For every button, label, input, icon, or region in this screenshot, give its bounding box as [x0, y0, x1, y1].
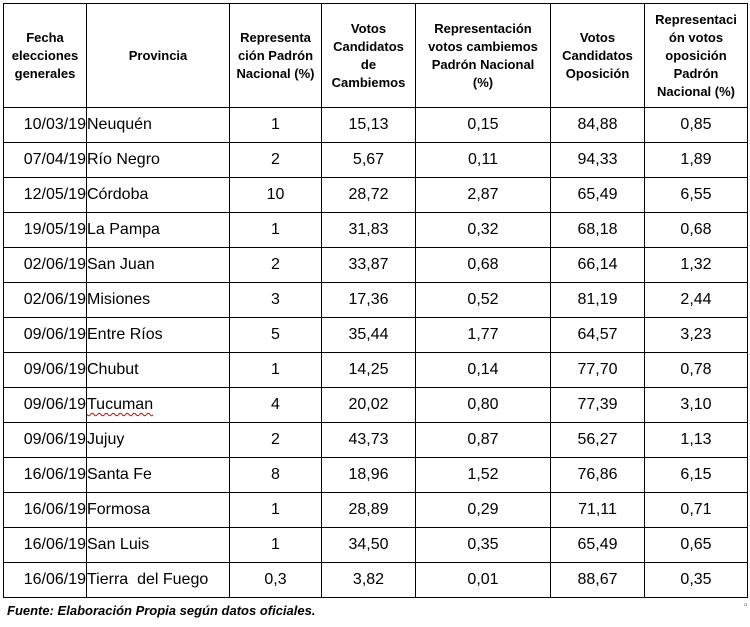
cell-provincia: [87, 353, 230, 388]
cell-rep-oposicion-text: 0,65: [680, 536, 712, 553]
cell-rep-padron-text: 1: [271, 501, 280, 518]
cell-fecha-text: 16/06/19: [23, 466, 86, 483]
cell-rep-padron-text: 4: [271, 396, 280, 413]
cell-provincia-text: Tucuman: [87, 396, 154, 413]
cell-rep-padron: [230, 108, 322, 143]
cell-provincia-text: Jujuy: [87, 431, 125, 448]
cell-votos-cambiemos-text: 28,72: [348, 186, 389, 203]
cell-votos-oposicion-text: 76,86: [577, 466, 618, 483]
cell-rep-cambiemos-text: 0,01: [467, 571, 499, 588]
cell-rep-padron: [230, 563, 322, 598]
cell-fecha: [4, 458, 87, 493]
cell-votos-cambiemos-text: 3,82: [352, 571, 385, 588]
cell-provincia: [87, 423, 230, 458]
cell-votos-cambiemos-text: 31,83: [348, 221, 389, 238]
cell-fecha: [4, 143, 87, 178]
cell-rep-oposicion: [645, 423, 748, 458]
cell-provincia-text: San Juan: [87, 256, 155, 273]
cell-fecha: [4, 423, 87, 458]
cell-rep-padron-text: 1: [271, 116, 280, 133]
cell-rep-padron: [230, 318, 322, 353]
cell-votos-cambiemos: [322, 108, 416, 143]
cell-votos-cambiemos-text: 20,02: [348, 396, 389, 413]
header-votos-oposicion: Votos Candidatos Oposición: [551, 4, 645, 108]
cell-rep-cambiemos-text: 0,11: [468, 151, 498, 168]
cell-fecha: [4, 353, 87, 388]
cell-votos-oposicion-text: 68,18: [577, 221, 618, 238]
cell-fecha: [4, 248, 87, 283]
cell-votos-cambiemos-text: 35,44: [348, 326, 389, 343]
cell-rep-padron-text: 8: [271, 466, 280, 483]
cell-votos-cambiemos-text: 28,89: [348, 501, 389, 518]
table-body: [4, 108, 748, 598]
cell-fecha: [4, 283, 87, 318]
table-row: [4, 388, 748, 423]
cell-votos-oposicion: [551, 493, 645, 528]
cell-votos-cambiemos: [322, 318, 416, 353]
cell-rep-oposicion: [645, 353, 748, 388]
cell-fecha: [4, 563, 87, 598]
cell-rep-padron-text: 2: [271, 431, 280, 448]
cell-rep-cambiemos: [416, 143, 551, 178]
cell-rep-cambiemos: [416, 283, 551, 318]
cell-rep-oposicion: [645, 108, 748, 143]
cell-fecha-text: 16/06/19: [23, 501, 86, 518]
cell-provincia-text: San Luis: [87, 536, 150, 553]
cell-votos-cambiemos: [322, 213, 416, 248]
header-votos-cambiemos: Votos Candidatos de Cambiemos: [322, 4, 416, 108]
cell-rep-cambiemos: [416, 528, 551, 563]
cell-provincia: [87, 493, 230, 528]
cell-rep-oposicion: [645, 458, 748, 493]
cell-votos-cambiemos-text: 5,67: [352, 151, 385, 168]
cell-rep-cambiemos: [416, 248, 551, 283]
cell-fecha-text: 09/06/19: [23, 396, 86, 413]
cell-fecha-text: 02/06/19: [23, 256, 86, 273]
cell-rep-oposicion-text: 3,23: [680, 326, 712, 343]
cell-votos-cambiemos-text: 14,25: [348, 361, 389, 378]
cell-rep-padron-text: 3: [271, 291, 280, 308]
cell-rep-cambiemos: [416, 213, 551, 248]
cell-fecha-text: 02/06/19: [23, 291, 86, 308]
table-row: [4, 353, 748, 388]
cell-rep-cambiemos-text: 0,15: [467, 116, 499, 133]
cell-rep-cambiemos: [416, 353, 551, 388]
cell-provincia: [87, 143, 230, 178]
cell-rep-oposicion: [645, 528, 748, 563]
cell-votos-cambiemos: [322, 563, 416, 598]
cell-rep-cambiemos-text: 1,77: [467, 326, 499, 343]
source-note: Fuente: Elaboración Propia según datos oficiales.: [7, 603, 316, 618]
elections-table: [3, 3, 748, 598]
cell-votos-oposicion-text: 65,49: [577, 536, 618, 553]
cell-fecha-text: 09/06/19: [23, 326, 86, 343]
cell-rep-cambiemos-text: 2,87: [467, 186, 499, 203]
cell-rep-padron: [230, 493, 322, 528]
cell-rep-oposicion-text: 3,10: [680, 396, 712, 413]
cell-rep-padron: [230, 143, 322, 178]
cell-votos-oposicion-text: 64,57: [577, 326, 618, 343]
cell-rep-cambiemos: [416, 108, 551, 143]
cell-votos-cambiemos: [322, 248, 416, 283]
cell-rep-cambiemos-text: 0,35: [467, 536, 499, 553]
cell-fecha-text: 19/05/19: [23, 221, 86, 238]
cell-votos-oposicion: [551, 143, 645, 178]
cell-provincia-text: Chubut: [87, 361, 139, 378]
cell-rep-padron: [230, 283, 322, 318]
cell-rep-cambiemos: [416, 388, 551, 423]
cell-edge-mark: ▫: [744, 600, 748, 611]
cell-fecha: [4, 528, 87, 563]
table-row: [4, 563, 748, 598]
cell-rep-padron-text: 0,3: [264, 571, 287, 588]
cell-votos-cambiemos-text: 43,73: [348, 431, 389, 448]
cell-rep-padron-text: 1: [271, 361, 280, 378]
cell-rep-padron: [230, 353, 322, 388]
cell-votos-oposicion-text: 77,70: [577, 361, 618, 378]
cell-rep-oposicion-text: 0,78: [680, 361, 712, 378]
cell-votos-oposicion: [551, 108, 645, 143]
cell-provincia: [87, 283, 230, 318]
cell-votos-oposicion-text: 94,33: [577, 151, 618, 168]
cell-votos-oposicion: [551, 283, 645, 318]
cell-votos-oposicion: [551, 458, 645, 493]
cell-rep-oposicion-text: 0,85: [680, 116, 712, 133]
cell-votos-oposicion: [551, 388, 645, 423]
cell-rep-oposicion-text: 2,44: [680, 291, 712, 308]
cell-rep-padron: [230, 388, 322, 423]
cell-votos-oposicion-text: 66,14: [577, 256, 618, 273]
header-fecha: Fecha elecciones generales: [4, 4, 87, 108]
cell-votos-cambiemos-text: 15,13: [348, 116, 389, 133]
cell-provincia-text: Entre Ríos: [87, 326, 163, 343]
table-row: [4, 143, 748, 178]
cell-provincia: [87, 178, 230, 213]
cell-rep-padron: [230, 248, 322, 283]
cell-fecha-text: 16/06/19: [23, 571, 86, 588]
cell-rep-padron-text: 5: [271, 326, 280, 343]
cell-provincia-text: La Pampa: [87, 221, 160, 238]
table-row: [4, 283, 748, 318]
cell-rep-cambiemos-text: 0,52: [467, 291, 499, 308]
cell-rep-padron: [230, 528, 322, 563]
cell-rep-oposicion-text: 0,35: [680, 571, 712, 588]
table-row: [4, 213, 748, 248]
cell-provincia-text: Neuquén: [87, 116, 152, 133]
cell-provincia: [87, 108, 230, 143]
cell-fecha: [4, 388, 87, 423]
cell-rep-padron-text: 10: [266, 186, 285, 203]
header-rep-padron: Representa ción Padrón Nacional (%): [230, 4, 322, 108]
cell-votos-cambiemos-text: 33,87: [348, 256, 389, 273]
cell-votos-cambiemos: [322, 178, 416, 213]
cell-votos-oposicion-text: 71,11: [578, 501, 617, 518]
table-row: [4, 108, 748, 143]
cell-rep-cambiemos-text: 0,68: [467, 256, 499, 273]
cell-votos-oposicion: [551, 528, 645, 563]
cell-votos-cambiemos: [322, 493, 416, 528]
cell-rep-oposicion-text: 0,71: [680, 501, 712, 518]
table-row: [4, 423, 748, 458]
cell-votos-oposicion: [551, 318, 645, 353]
cell-rep-oposicion-text: 1,13: [680, 431, 712, 448]
cell-rep-oposicion-text: 6,55: [680, 186, 712, 203]
cell-rep-padron: [230, 423, 322, 458]
cell-fecha-text: 10/03/19: [23, 116, 86, 133]
cell-votos-cambiemos: [322, 423, 416, 458]
cell-votos-oposicion-text: 88,67: [577, 571, 618, 588]
cell-votos-oposicion: [551, 178, 645, 213]
cell-votos-cambiemos: [322, 458, 416, 493]
cell-votos-cambiemos: [322, 388, 416, 423]
cell-provincia-text: Córdoba: [87, 186, 149, 203]
cell-provincia: [87, 213, 230, 248]
cell-rep-oposicion: [645, 493, 748, 528]
cell-provincia-text: Misiones: [87, 291, 151, 308]
cell-rep-padron-text: 1: [271, 221, 280, 238]
cell-rep-oposicion-text: 6,15: [680, 466, 712, 483]
cell-votos-cambiemos-text: 34,50: [348, 536, 389, 553]
cell-votos-oposicion-text: 56,27: [577, 431, 618, 448]
cell-votos-cambiemos-text: 18,96: [348, 466, 389, 483]
cell-rep-padron: [230, 213, 322, 248]
cell-provincia: [87, 388, 230, 423]
cell-rep-padron-text: 2: [271, 151, 280, 168]
cell-votos-oposicion: [551, 248, 645, 283]
cell-rep-oposicion: [645, 143, 748, 178]
table-row: [4, 178, 748, 213]
cell-votos-oposicion-text: 84,88: [577, 116, 618, 133]
cell-rep-oposicion: [645, 178, 748, 213]
cell-provincia: [87, 528, 230, 563]
header-rep-cambiemos: Representación votos cambiemos Padrón Nacional (%): [416, 4, 551, 108]
cell-rep-oposicion: [645, 248, 748, 283]
cell-rep-cambiemos-text: 1,52: [467, 466, 499, 483]
table-row: [4, 248, 748, 283]
header-row: [4, 4, 748, 108]
table-row: [4, 493, 748, 528]
cell-votos-cambiemos: [322, 528, 416, 563]
cell-votos-cambiemos: [322, 353, 416, 388]
cell-rep-oposicion: [645, 388, 748, 423]
cell-rep-padron: [230, 458, 322, 493]
cell-rep-padron-text: 2: [271, 256, 280, 273]
cell-fecha: [4, 493, 87, 528]
table-row: [4, 528, 748, 563]
cell-rep-cambiemos-text: 0,29: [467, 501, 499, 518]
cell-fecha-text: 07/04/19: [23, 151, 86, 168]
cell-fecha-text: 09/06/19: [23, 361, 86, 378]
cell-votos-oposicion-text: 77,39: [577, 396, 618, 413]
cell-provincia-text: Tierra del Fuego: [87, 571, 209, 588]
cell-rep-oposicion: [645, 283, 748, 318]
cell-fecha: [4, 108, 87, 143]
cell-rep-oposicion: [645, 213, 748, 248]
cell-fecha: [4, 213, 87, 248]
cell-provincia: [87, 563, 230, 598]
cell-rep-cambiemos-text: 0,14: [467, 361, 499, 378]
cell-rep-oposicion-text: 0,68: [680, 221, 712, 238]
cell-rep-oposicion: [645, 563, 748, 598]
cell-rep-oposicion-text: 1,89: [680, 151, 712, 168]
cell-rep-oposicion-text: 1,32: [680, 256, 712, 273]
cell-rep-cambiemos: [416, 318, 551, 353]
cell-provincia-text: Santa Fe: [87, 466, 152, 483]
cell-provincia-text: Formosa: [87, 501, 151, 518]
table-row: [4, 318, 748, 353]
cell-fecha-text: 16/06/19: [23, 536, 86, 553]
cell-rep-padron-text: 1: [271, 536, 280, 553]
header-provincia: Provincia: [87, 4, 230, 108]
cell-votos-cambiemos-text: 17,36: [348, 291, 389, 308]
cell-rep-cambiemos: [416, 423, 551, 458]
cell-votos-oposicion: [551, 423, 645, 458]
cell-rep-padron: [230, 178, 322, 213]
cell-votos-oposicion-text: 65,49: [577, 186, 618, 203]
table-row: [4, 458, 748, 493]
cell-provincia: [87, 318, 230, 353]
cell-fecha: [4, 178, 87, 213]
cell-votos-oposicion-text: 81,19: [577, 291, 618, 308]
cell-fecha-text: 12/05/19: [23, 186, 86, 203]
cell-rep-cambiemos: [416, 493, 551, 528]
cell-votos-cambiemos: [322, 143, 416, 178]
header-rep-oposicion: Representaci ón votos oposición Padrón Nacional (%): [645, 4, 748, 108]
cell-provincia: [87, 248, 230, 283]
cell-rep-cambiemos: [416, 178, 551, 213]
cell-votos-oposicion: [551, 213, 645, 248]
cell-rep-oposicion: [645, 318, 748, 353]
cell-votos-oposicion: [551, 563, 645, 598]
cell-votos-oposicion: [551, 353, 645, 388]
cell-rep-cambiemos: [416, 458, 551, 493]
cell-provincia: [87, 458, 230, 493]
cell-rep-cambiemos-text: 0,80: [467, 396, 499, 413]
cell-rep-cambiemos-text: 0,87: [467, 431, 499, 448]
cell-rep-cambiemos-text: 0,32: [467, 221, 499, 238]
cell-rep-cambiemos: [416, 563, 551, 598]
cell-fecha: [4, 318, 87, 353]
cell-provincia-text: Río Negro: [87, 151, 160, 168]
cell-votos-cambiemos: [322, 283, 416, 318]
cell-fecha-text: 09/06/19: [23, 431, 86, 448]
